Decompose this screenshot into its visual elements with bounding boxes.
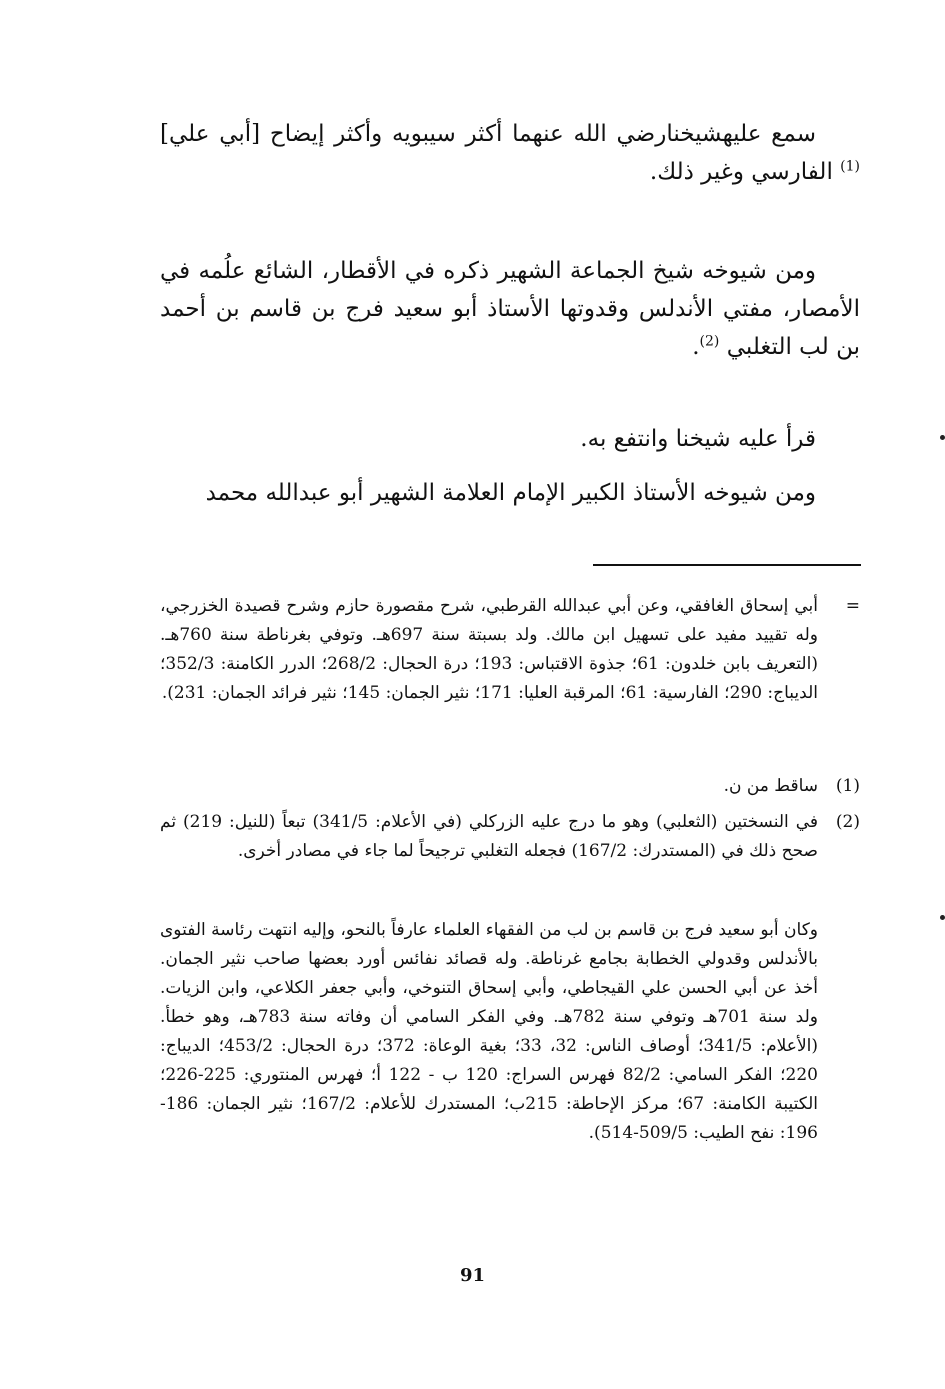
continuation-mark: = bbox=[845, 596, 860, 616]
footnote-ref-1: (1) bbox=[840, 158, 860, 175]
paragraph-4-text: ومن شيوخه الأستاذ الكبير الإمام العلامة الشهير أبو عبدالله محمد bbox=[205, 480, 816, 506]
paragraph-3 bbox=[160, 420, 860, 458]
footnote-2 bbox=[160, 808, 860, 866]
paragraph-2 bbox=[160, 252, 860, 366]
paragraph-1-end: الفارسي وغير ذلك. bbox=[649, 159, 833, 185]
paragraph-2-end: . bbox=[692, 334, 700, 360]
footnote-2-continued bbox=[160, 916, 860, 1148]
footnote-1-mark: (1) bbox=[835, 776, 860, 796]
continuation-text: أبي إسحاق الغافقي، وعن أبي عبدالله القرطبي، شرح مقصورة حازم وشرح قصيدة الخزرجي، وله تقييد مفيد على تسهيل ابن مالك. ولد بسبتة سنة 697هـ. وتوفي بغرناطة سنة 760هـ. (التعريف بابن خلدون: 61؛ جذوة الاقتباس: 193؛ درة الحجال: 268/2؛ الدرر الكامنة: 352/3؛ الديباج: 290؛ الفارسية: 61؛ المرقبة العليا: 171؛ نثير الجمان: 145؛ نثير فرائد الجمان: 231). bbox=[160, 596, 819, 703]
margin-mark bbox=[940, 915, 945, 920]
footnote-2-mark: (2) bbox=[835, 812, 860, 832]
paragraph-1-text: سمع عليهشيخنارضي الله عنهما أكثر سيبويه وأكثر إيضاح [أبي علي] bbox=[160, 121, 816, 147]
margin-mark bbox=[940, 435, 945, 440]
footnote-1-text: ساقط من ن. bbox=[723, 776, 818, 796]
footnote-1 bbox=[160, 772, 860, 801]
paragraph-3-text: قرأ عليه شيخنا وانتفع به. bbox=[580, 426, 816, 452]
footnote-2-text: في النسختين (الثعلبي) وهو ما درج عليه الزركلي (في الأعلام: 341/5) تبعاً (للنيل: 219) ثم صحح ذلك في (المستدرك: 167/2) فجعله التغلبي ترجيحاً لما جاء في مصادر أخرى. bbox=[160, 812, 818, 861]
footnote-separator bbox=[593, 564, 861, 566]
paragraph-1 bbox=[160, 115, 860, 191]
footnote-ref-2: (2) bbox=[699, 333, 720, 350]
page-number: 91 bbox=[459, 1265, 486, 1286]
footnote-2-extra-text: وكان أبو سعيد فرج بن قاسم بن لب من الفقهاء العلماء عارفاً بالنحو، وإليه انتهت رئاسة الفتوى بالأندلس وقدولي الخطابة بجامع غرناطة. وله قصائد نفائس أورد بعضها صاحب نثير الجمان. أخذ عن أبي الحسن علي القيجاطي، وأبي إسحاق التنوخي، وأبي جعفر الكلاعي، وابن الزيات. ولد سنة 701هـ وتوفي سنة 782هـ. وفي الفكر السامي أن وفاته سنة 783هـ، وهو خطأ. (الأعلام: 341/5؛ أوصاف الناس: 32، 33؛ بغية الوعاة: 372؛ درة الحجال: 453/2؛ الديباج: 220؛ الفكر السامي: 82/2 فهرس السراج: 120 ب - 122 أ؛ فهرس المنتوري: 225-226؛ الكتيبة الكامنة: 67؛ مركز الإحاطة: 215ب؛ المستدرك للأعلام: 167/2؛ نثير الجمان: 186-196: نفح الطيب: 509/5-514). bbox=[160, 920, 818, 1143]
paragraph-2-text: ومن شيوخه شيخ الجماعة الشهير ذكره في الأقطار، الشائع علُمه في الأمصار، مفتي الأندلس وقدوتها الأستاذ أبو سعيد فرج بن قاسم بن أحمد بن لب التغلبي bbox=[160, 258, 860, 360]
paragraph-4 bbox=[160, 474, 860, 512]
footnote-continuation bbox=[160, 592, 860, 708]
